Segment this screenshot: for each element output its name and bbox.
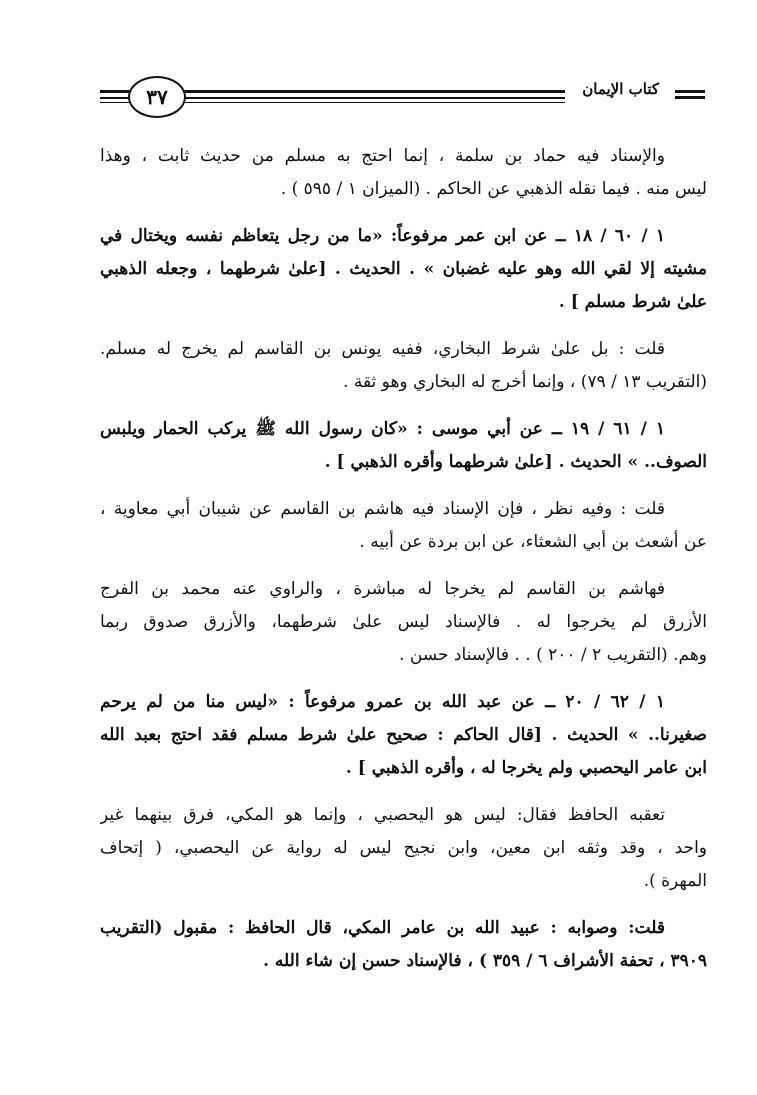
text-line: ليس منه . فيما نقله الذهبي عن الحاكم . (الميزان ١ / ٥٩٥ ) .	[280, 179, 707, 199]
text-line: عن أشعث بن أبي الشعثاء، عن ابن بردة عن أبيه .	[359, 532, 707, 552]
paragraph	[100, 573, 707, 672]
text-line: وهم. (التقريب ٢ / ٢٠٠ ) . . فالإسناد حسن .	[399, 645, 707, 665]
text-line: الأزرق لم يخرجوا له . فالإسناد ليس علىٰ شرطهما، والأزرق صدوق ربما	[100, 612, 707, 632]
header-rule	[170, 90, 565, 93]
text-line: مشيته إلا لقي الله وهو عليه غضبان » . الحديث . [علىٰ شرطهما ، وجعله الذهبي	[100, 259, 707, 279]
page-body	[100, 140, 707, 992]
header-rule	[170, 102, 565, 103]
text-line: ١ / ٦١ / ١٩ ــ عن أبي موسى : «كان رسول الله ﷺ يركب الحمار ويلبس	[100, 419, 666, 439]
paragraph	[100, 799, 707, 898]
hadith-entry	[100, 413, 707, 479]
text-line: قلت: وصوابه : عبيد الله بن عامر المكي، قال الحافظ : مقبول (التقريب	[100, 918, 665, 938]
text-line: المهرة ).	[643, 871, 707, 891]
hadith-entry	[100, 686, 707, 785]
page-number: ٣٧	[128, 76, 186, 118]
text-line: (التقريب ١٣ / ٧٩) ، وإنما أخرج له البخاري وهو ثقة .	[343, 372, 707, 392]
text-line: قلت : بل علىٰ شرط البخاري، ففيه يونس بن القاسم لم يخرج له مسلم.	[100, 339, 665, 359]
text-line: الصوف.. » الحديث . [علىٰ شرطهما وأقره الذهبي ] .	[324, 452, 707, 472]
text-line: واحد ، وقد وثقه ابن معين، وابن نجيح ليس له رواية عن اليحصبي، ( إتحاف	[100, 838, 707, 858]
paragraph	[100, 493, 707, 559]
paragraph	[100, 912, 707, 978]
text-line: فهاشم بن القاسم لم يخرجا له مباشرة ، والراوي عنه محمد بن الفرج	[100, 579, 665, 599]
header-rule	[100, 97, 130, 99]
text-line: ١ / ٦٢ / ٢٠ ــ عن عبد الله بن عمرو مرفوعاً : «ليس منا من لم يرحم	[100, 692, 665, 712]
text-line: ٣٩٠٩ ، تحفة الأشراف ٦ / ٣٥٩ ) ، فالإسناد حسن إن شاء الله .	[263, 951, 707, 971]
header-ornament	[675, 86, 705, 100]
header-rule	[100, 90, 130, 93]
paragraph	[100, 140, 707, 206]
chapter-title: كتاب الإيمان	[582, 80, 659, 98]
paragraph	[100, 333, 707, 399]
text-line: ابن عامر اليحصبي ولم يخرجا له ، وأقره الذهبي ] .	[345, 758, 707, 778]
text-line: قلت : وفيه نظر ، فإن الإسناد فيه هاشم بن القاسم عن شيبان أبي معاوية ،	[100, 499, 665, 519]
header-rule	[100, 102, 130, 103]
text-line: تعقبه الحافظ فقال: ليس هو اليحصبي ، وإنما هو المكي، فرق بينهما غير	[100, 805, 665, 825]
text-line: ١ / ٦٠ / ١٨ ــ عن ابن عمر مرفوعاً: «ما من رجل يتعاظم نفسه ويختال في	[100, 226, 666, 246]
text-line: علىٰ شرط مسلم ] .	[558, 292, 707, 312]
text-line: صغيرنا.. » الحديث . [قال الحاكم : صحيح علىٰ شرط مسلم فقد احتج بعبد الله	[100, 725, 707, 745]
header-rule	[170, 97, 565, 99]
text-line: والإسناد فيه حماد بن سلمة ، إنما احتج به مسلم من حديث ثابت ، وهذا	[100, 146, 665, 166]
hadith-entry	[100, 220, 707, 319]
page-header	[100, 72, 705, 120]
